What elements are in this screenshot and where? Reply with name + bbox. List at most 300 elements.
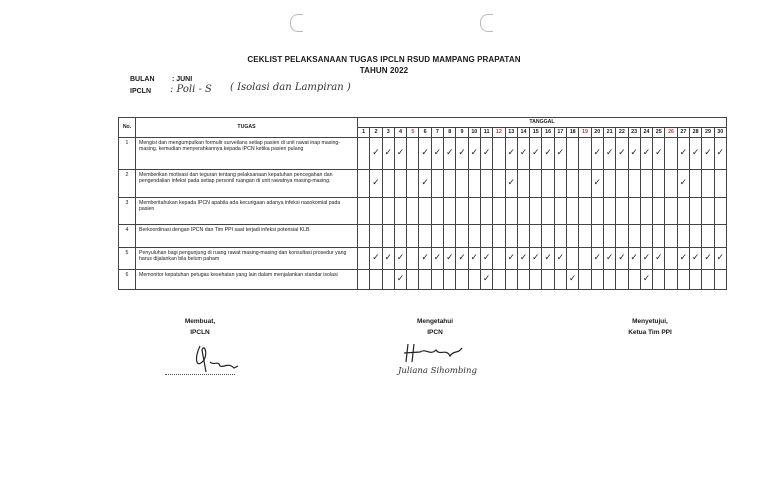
check-mark-icon: ✓ [618, 253, 626, 264]
check-cell [517, 138, 529, 170]
check-cell [530, 138, 542, 170]
check-cell [382, 138, 394, 170]
check-cell [493, 270, 505, 290]
check-cell [567, 138, 579, 170]
check-mark-icon: ✓ [655, 148, 663, 159]
check-cell [616, 198, 628, 225]
day-header-28: 28 [690, 128, 702, 138]
check-cell [358, 198, 370, 225]
day-header-25: 25 [653, 128, 665, 138]
made-signature-line [165, 374, 235, 375]
check-mark-icon: ✓ [605, 253, 614, 264]
check-cell [407, 225, 419, 248]
table-row [119, 138, 727, 170]
check-mark-icon: ✓ [372, 178, 380, 189]
ipcln-label: IPCLN [130, 88, 151, 95]
day-header-15: 15 [530, 128, 542, 138]
task-description: Memberikan motivasi dan teguran tentang pelaksanaan kepatuhan pencegahan dan pengendalian infeksi pada setiap personil ruangan di unit rawatnya masing-masing. [136, 170, 358, 198]
col-no-header: No. [119, 118, 136, 138]
check-cell [382, 225, 394, 248]
check-cell [517, 198, 529, 225]
check-cell [431, 248, 443, 270]
check-mark-icon: ✓ [421, 148, 429, 159]
check-cell [591, 270, 603, 290]
check-cell [640, 248, 652, 270]
check-cell [444, 270, 456, 290]
check-cell [468, 198, 480, 225]
known-name: Juliana Sihombing [398, 366, 477, 376]
check-cell [517, 225, 529, 248]
check-cell [431, 138, 443, 170]
check-cell [542, 225, 554, 248]
check-mark-icon: ✓ [642, 274, 651, 285]
made-role: IPCLN [190, 329, 210, 336]
check-cell [714, 138, 726, 170]
check-mark-icon: ✓ [618, 148, 626, 159]
check-cell [603, 225, 615, 248]
check-cell [628, 270, 640, 290]
check-mark-icon: ✓ [396, 253, 405, 264]
check-mark-icon: ✓ [458, 253, 466, 264]
check-cell [665, 198, 677, 225]
check-cell [358, 270, 370, 290]
check-cell [690, 225, 702, 248]
check-cell [456, 270, 468, 290]
task-description: Memonitor kepatuhan petugas kesehatan yang lain dalam menjalankan standar isolasi [136, 270, 358, 290]
check-cell [480, 198, 492, 225]
check-cell [370, 248, 382, 270]
day-header-26: 26 [665, 128, 677, 138]
check-cell [567, 198, 579, 225]
check-cell [530, 225, 542, 248]
check-cell [493, 248, 505, 270]
check-cell [603, 138, 615, 170]
check-cell [394, 198, 406, 225]
check-cell [394, 248, 406, 270]
check-cell [542, 248, 554, 270]
check-cell [690, 248, 702, 270]
check-cell [554, 138, 566, 170]
table-row [119, 170, 727, 198]
check-mark-icon: ✓ [445, 148, 454, 159]
check-cell [431, 170, 443, 198]
check-cell [370, 198, 382, 225]
check-cell [714, 198, 726, 225]
row-number: 5 [119, 248, 136, 270]
check-cell [358, 225, 370, 248]
check-cell [640, 138, 652, 170]
check-cell [665, 170, 677, 198]
table-row [119, 225, 727, 248]
bulan-value: : JUNI [171, 76, 193, 83]
check-mark-icon: ✓ [691, 253, 700, 264]
check-cell [542, 198, 554, 225]
day-header-22: 22 [616, 128, 628, 138]
check-cell [628, 170, 640, 198]
task-description: Mengisi dan mengumpulkan formulir surveilans setiap pasien di unit rawat inap masing-masing, kemudian menyerahkannya kepada IPCN ketika pasien pulang [136, 138, 358, 170]
table-row [119, 270, 727, 290]
check-cell [628, 225, 640, 248]
approve-role: Ketua Tim PPI [628, 329, 672, 336]
check-mark-icon: ✓ [507, 148, 515, 159]
check-mark-icon: ✓ [421, 253, 429, 264]
check-cell [640, 225, 652, 248]
check-cell [419, 270, 431, 290]
row-number: 3 [119, 198, 136, 225]
check-mark-icon: ✓ [507, 178, 515, 189]
check-mark-icon: ✓ [704, 148, 712, 159]
check-cell [690, 198, 702, 225]
check-mark-icon: ✓ [482, 253, 491, 264]
check-cell [468, 270, 480, 290]
check-cell [517, 170, 529, 198]
task-description: Memberitahukan kepada IPCN apabila ada kecurigaan adanya infeksi nasokomial pada pasien [136, 198, 358, 225]
check-cell [677, 225, 689, 248]
row-number: 1 [119, 138, 136, 170]
check-mark-icon: ✓ [642, 253, 651, 264]
day-header-17: 17 [554, 128, 566, 138]
check-cell [554, 170, 566, 198]
check-cell [468, 170, 480, 198]
check-cell [468, 248, 480, 270]
check-cell [702, 198, 714, 225]
check-cell [677, 198, 689, 225]
document-subtitle: TAHUN 2022 [359, 66, 409, 75]
check-cell [591, 225, 603, 248]
day-header-23: 23 [628, 128, 640, 138]
check-cell [431, 270, 443, 290]
check-cell [702, 170, 714, 198]
made-label: Membuat, [184, 318, 216, 325]
check-cell [358, 248, 370, 270]
checklist-table [118, 117, 727, 290]
day-header-6: 6 [419, 128, 431, 138]
check-mark-icon: ✓ [716, 253, 725, 264]
check-mark-icon: ✓ [507, 253, 515, 264]
check-cell [505, 225, 517, 248]
check-mark-icon: ✓ [384, 253, 393, 264]
day-header-13: 13 [505, 128, 517, 138]
check-cell [690, 270, 702, 290]
check-mark-icon: ✓ [679, 253, 688, 264]
check-cell [394, 138, 406, 170]
check-cell [579, 248, 591, 270]
row-number: 2 [119, 170, 136, 198]
check-mark-icon: ✓ [470, 253, 479, 264]
check-cell [640, 170, 652, 198]
check-mark-icon: ✓ [630, 148, 638, 159]
check-cell [542, 170, 554, 198]
check-cell [690, 170, 702, 198]
check-cell [456, 225, 468, 248]
check-mark-icon: ✓ [384, 148, 393, 159]
check-cell [517, 248, 529, 270]
check-cell [407, 248, 419, 270]
day-header-5: 5 [407, 128, 419, 138]
day-header-20: 20 [591, 128, 603, 138]
bulan-label: BULAN [130, 76, 155, 83]
check-cell [505, 138, 517, 170]
check-cell [579, 198, 591, 225]
check-mark-icon: ✓ [372, 148, 380, 159]
check-mark-icon: ✓ [642, 148, 651, 159]
check-cell [554, 225, 566, 248]
check-cell [456, 170, 468, 198]
check-cell [702, 248, 714, 270]
check-cell [628, 138, 640, 170]
check-cell [567, 170, 579, 198]
check-mark-icon: ✓ [433, 148, 442, 159]
day-header-21: 21 [603, 128, 615, 138]
check-cell [382, 248, 394, 270]
day-header-10: 10 [468, 128, 480, 138]
check-cell [530, 248, 542, 270]
check-cell [542, 138, 554, 170]
check-mark-icon: ✓ [470, 148, 479, 159]
check-cell [603, 170, 615, 198]
check-cell [616, 138, 628, 170]
check-cell [628, 248, 640, 270]
check-cell [554, 198, 566, 225]
check-cell [382, 170, 394, 198]
check-cell [616, 270, 628, 290]
check-cell [665, 248, 677, 270]
check-cell [394, 170, 406, 198]
check-cell [702, 138, 714, 170]
check-cell [591, 248, 603, 270]
check-cell [677, 170, 689, 198]
check-mark-icon: ✓ [532, 148, 540, 159]
check-mark-icon: ✓ [568, 274, 577, 285]
check-cell [505, 198, 517, 225]
row-number: 4 [119, 225, 136, 248]
check-mark-icon: ✓ [704, 253, 712, 264]
check-mark-icon: ✓ [679, 178, 688, 189]
check-cell [579, 225, 591, 248]
check-cell [419, 225, 431, 248]
check-mark-icon: ✓ [544, 148, 552, 159]
check-mark-icon: ✓ [519, 148, 528, 159]
check-cell [370, 138, 382, 170]
check-cell [358, 170, 370, 198]
known-role: IPCN [427, 329, 443, 336]
ipcln-value-handwritten: : Poli - S [170, 84, 212, 95]
table-row [119, 248, 727, 270]
check-mark-icon: ✓ [433, 253, 442, 264]
check-cell [419, 248, 431, 270]
check-cell [370, 270, 382, 290]
check-cell [407, 170, 419, 198]
check-cell [567, 270, 579, 290]
check-mark-icon: ✓ [458, 148, 466, 159]
check-cell [579, 270, 591, 290]
check-mark-icon: ✓ [605, 148, 614, 159]
check-cell [603, 270, 615, 290]
check-cell [530, 270, 542, 290]
check-cell [653, 198, 665, 225]
ipcln-note-handwritten: ( Isolasi dan Lampiran ) [230, 82, 351, 93]
check-cell [407, 270, 419, 290]
col-tugas-header: TUGAS [136, 118, 358, 138]
check-cell [480, 248, 492, 270]
day-header-11: 11 [480, 128, 492, 138]
check-mark-icon: ✓ [372, 253, 380, 264]
check-mark-icon: ✓ [445, 253, 454, 264]
day-header-24: 24 [640, 128, 652, 138]
check-mark-icon: ✓ [593, 253, 602, 264]
punch-hole-right [480, 14, 493, 32]
check-cell [677, 270, 689, 290]
check-cell [493, 138, 505, 170]
document-title: CEKLIST PELAKSANAAN TUGAS IPCLN RSUD MAMPANG PRAPATAN [247, 55, 521, 64]
check-cell [456, 248, 468, 270]
check-cell [382, 270, 394, 290]
check-mark-icon: ✓ [630, 253, 638, 264]
check-cell [394, 270, 406, 290]
check-mark-icon: ✓ [482, 274, 491, 285]
day-header-19: 19 [579, 128, 591, 138]
check-cell [640, 270, 652, 290]
check-cell [493, 225, 505, 248]
check-cell [407, 198, 419, 225]
check-cell [567, 248, 579, 270]
day-header-16: 16 [542, 128, 554, 138]
check-cell [702, 270, 714, 290]
check-cell [603, 248, 615, 270]
check-mark-icon: ✓ [544, 253, 552, 264]
check-cell [444, 225, 456, 248]
day-header-30: 30 [714, 128, 726, 138]
day-header-8: 8 [444, 128, 456, 138]
check-cell [554, 248, 566, 270]
ipcln-row [130, 88, 170, 95]
check-cell [480, 138, 492, 170]
check-cell [677, 248, 689, 270]
table-row [119, 198, 727, 225]
check-cell [468, 225, 480, 248]
check-cell [677, 138, 689, 170]
bulan-row [130, 76, 192, 83]
check-cell [505, 248, 517, 270]
day-header-7: 7 [431, 128, 443, 138]
check-cell [444, 170, 456, 198]
check-cell [407, 138, 419, 170]
check-cell [653, 138, 665, 170]
check-cell [616, 248, 628, 270]
check-cell [444, 198, 456, 225]
check-cell [616, 225, 628, 248]
check-cell [579, 138, 591, 170]
day-header-2: 2 [370, 128, 382, 138]
check-cell [714, 248, 726, 270]
day-header-14: 14 [517, 128, 529, 138]
check-cell [493, 170, 505, 198]
check-mark-icon: ✓ [716, 148, 725, 159]
known-label: Mengetahui [416, 318, 454, 325]
check-cell [419, 198, 431, 225]
check-cell [665, 270, 677, 290]
check-cell [554, 270, 566, 290]
check-mark-icon: ✓ [532, 253, 540, 264]
check-cell [456, 138, 468, 170]
check-cell [370, 225, 382, 248]
day-header-1: 1 [358, 128, 370, 138]
check-mark-icon: ✓ [396, 148, 405, 159]
check-mark-icon: ✓ [593, 148, 602, 159]
task-description: Penyuluhan bagi pengunjung di ruang rawat masing-masing dan konsultasi prosedur yang harus dijalankan bila belum paham [136, 248, 358, 270]
check-cell [431, 225, 443, 248]
check-mark-icon: ✓ [691, 148, 700, 159]
check-cell [382, 198, 394, 225]
check-cell [542, 270, 554, 290]
check-mark-icon: ✓ [482, 148, 491, 159]
check-cell [653, 170, 665, 198]
check-cell [653, 225, 665, 248]
day-header-29: 29 [702, 128, 714, 138]
check-cell [567, 225, 579, 248]
check-cell [714, 270, 726, 290]
check-cell [444, 248, 456, 270]
day-header-27: 27 [677, 128, 689, 138]
approve-label: Menyetujui, [632, 318, 668, 325]
col-tanggal-header: TANGGAL [358, 118, 727, 128]
check-mark-icon: ✓ [396, 274, 405, 285]
check-cell [690, 138, 702, 170]
check-cell [517, 270, 529, 290]
day-header-9: 9 [456, 128, 468, 138]
check-cell [714, 225, 726, 248]
task-description: Berkoordinasi dengan IPCN dan Tim PPI saat terjadi infeksi potensial KLB [136, 225, 358, 248]
check-mark-icon: ✓ [679, 148, 688, 159]
check-cell [640, 198, 652, 225]
day-header-3: 3 [382, 128, 394, 138]
day-header-4: 4 [394, 128, 406, 138]
check-cell [530, 170, 542, 198]
check-cell [394, 225, 406, 248]
check-cell [444, 138, 456, 170]
check-cell [370, 170, 382, 198]
check-mark-icon: ✓ [593, 178, 602, 189]
check-cell [493, 198, 505, 225]
check-cell [358, 138, 370, 170]
punch-hole-left [290, 14, 303, 32]
check-cell [456, 198, 468, 225]
check-cell [579, 170, 591, 198]
check-cell [591, 170, 603, 198]
check-cell [603, 198, 615, 225]
check-cell [665, 138, 677, 170]
check-cell [653, 248, 665, 270]
check-cell [468, 138, 480, 170]
check-mark-icon: ✓ [421, 178, 429, 189]
check-cell [419, 170, 431, 198]
check-cell [714, 170, 726, 198]
check-cell [628, 198, 640, 225]
row-number: 6 [119, 270, 136, 290]
check-cell [480, 270, 492, 290]
check-cell [480, 170, 492, 198]
check-mark-icon: ✓ [556, 253, 565, 264]
check-cell [665, 225, 677, 248]
check-cell [419, 138, 431, 170]
check-mark-icon: ✓ [655, 253, 663, 264]
check-cell [616, 170, 628, 198]
day-header-18: 18 [567, 128, 579, 138]
check-cell [591, 138, 603, 170]
check-cell [702, 225, 714, 248]
known-signature [400, 340, 470, 366]
check-cell [431, 198, 443, 225]
